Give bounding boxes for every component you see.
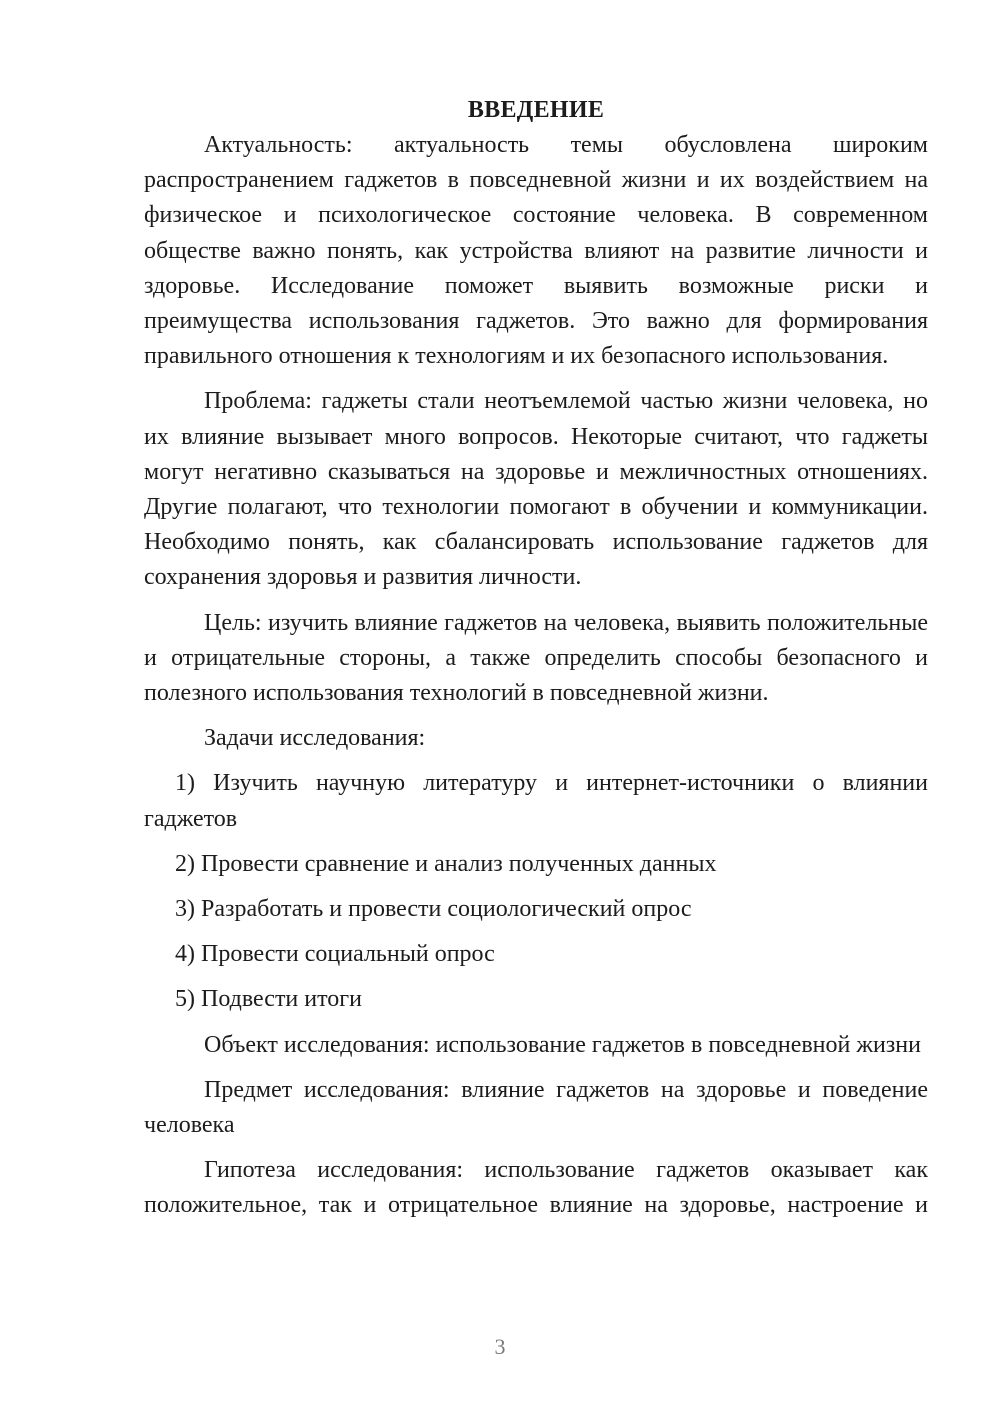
problem-paragraph: Проблема: гаджеты стали неотъемлемой частью жизни человека, но их влияние вызывает много вопросов. Некоторые считают, что гаджеты могут негативно сказываться на здоровье и межличностных отношениях. Другие полагают, что технологии помогают в обучении и коммуникации. Необходимо понять, как сбалансировать использование гаджетов для сохранения здоровья и развития личности. [144, 388, 928, 591]
list-item: 4) Провести социальный опрос [175, 941, 495, 968]
list-item: 1) Изучить научную литературу и интернет-источники о влиянии гаджетов [144, 770, 928, 832]
object-paragraph: Объект исследования: использование гаджетов в повседневной жизни [204, 1031, 921, 1058]
tasks-list [144, 766, 928, 1017]
page-number: 3 [494, 1334, 506, 1359]
tasks-heading: Задачи исследования: [204, 725, 426, 752]
relevance-paragraph: Актуальность: актуальность темы обусловлена широким распространением гаджетов в повседневной жизни и их воздействием на физическое и психологическое состояние человека. В современном обществе важно понять, как устройства влияют на развитие личности и здоровье. Исследование поможет выявить возможные риски и преимущества использования гаджетов. Это важно для формирования правильного отношения к технологиям и их безопасного использования. [144, 132, 928, 370]
list-item: 5) Подвести итоги [175, 986, 362, 1013]
list-item: 3) Разработать и провести социологический опрос [175, 896, 692, 923]
section-title: ВВЕДЕНИЕ [467, 97, 605, 123]
subject-paragraph: Предмет исследования: влияние гаджетов на здоровье и поведение человека [144, 1076, 928, 1139]
page-content [144, 93, 928, 1234]
hypothesis-paragraph: Гипотеза исследования: использование гаджетов оказывает как положительное, так и отрицательное влияние на здоровье, настроение и [144, 1157, 928, 1219]
goal-paragraph: Цель: изучить влияние гаджетов на человека, выявить положительные и отрицательные стороны, а также определить способы безопасного и полезного использования технологий в повседневной жизни. [144, 609, 928, 707]
list-item: 2) Провести сравнение и анализ полученных данных [175, 850, 717, 877]
